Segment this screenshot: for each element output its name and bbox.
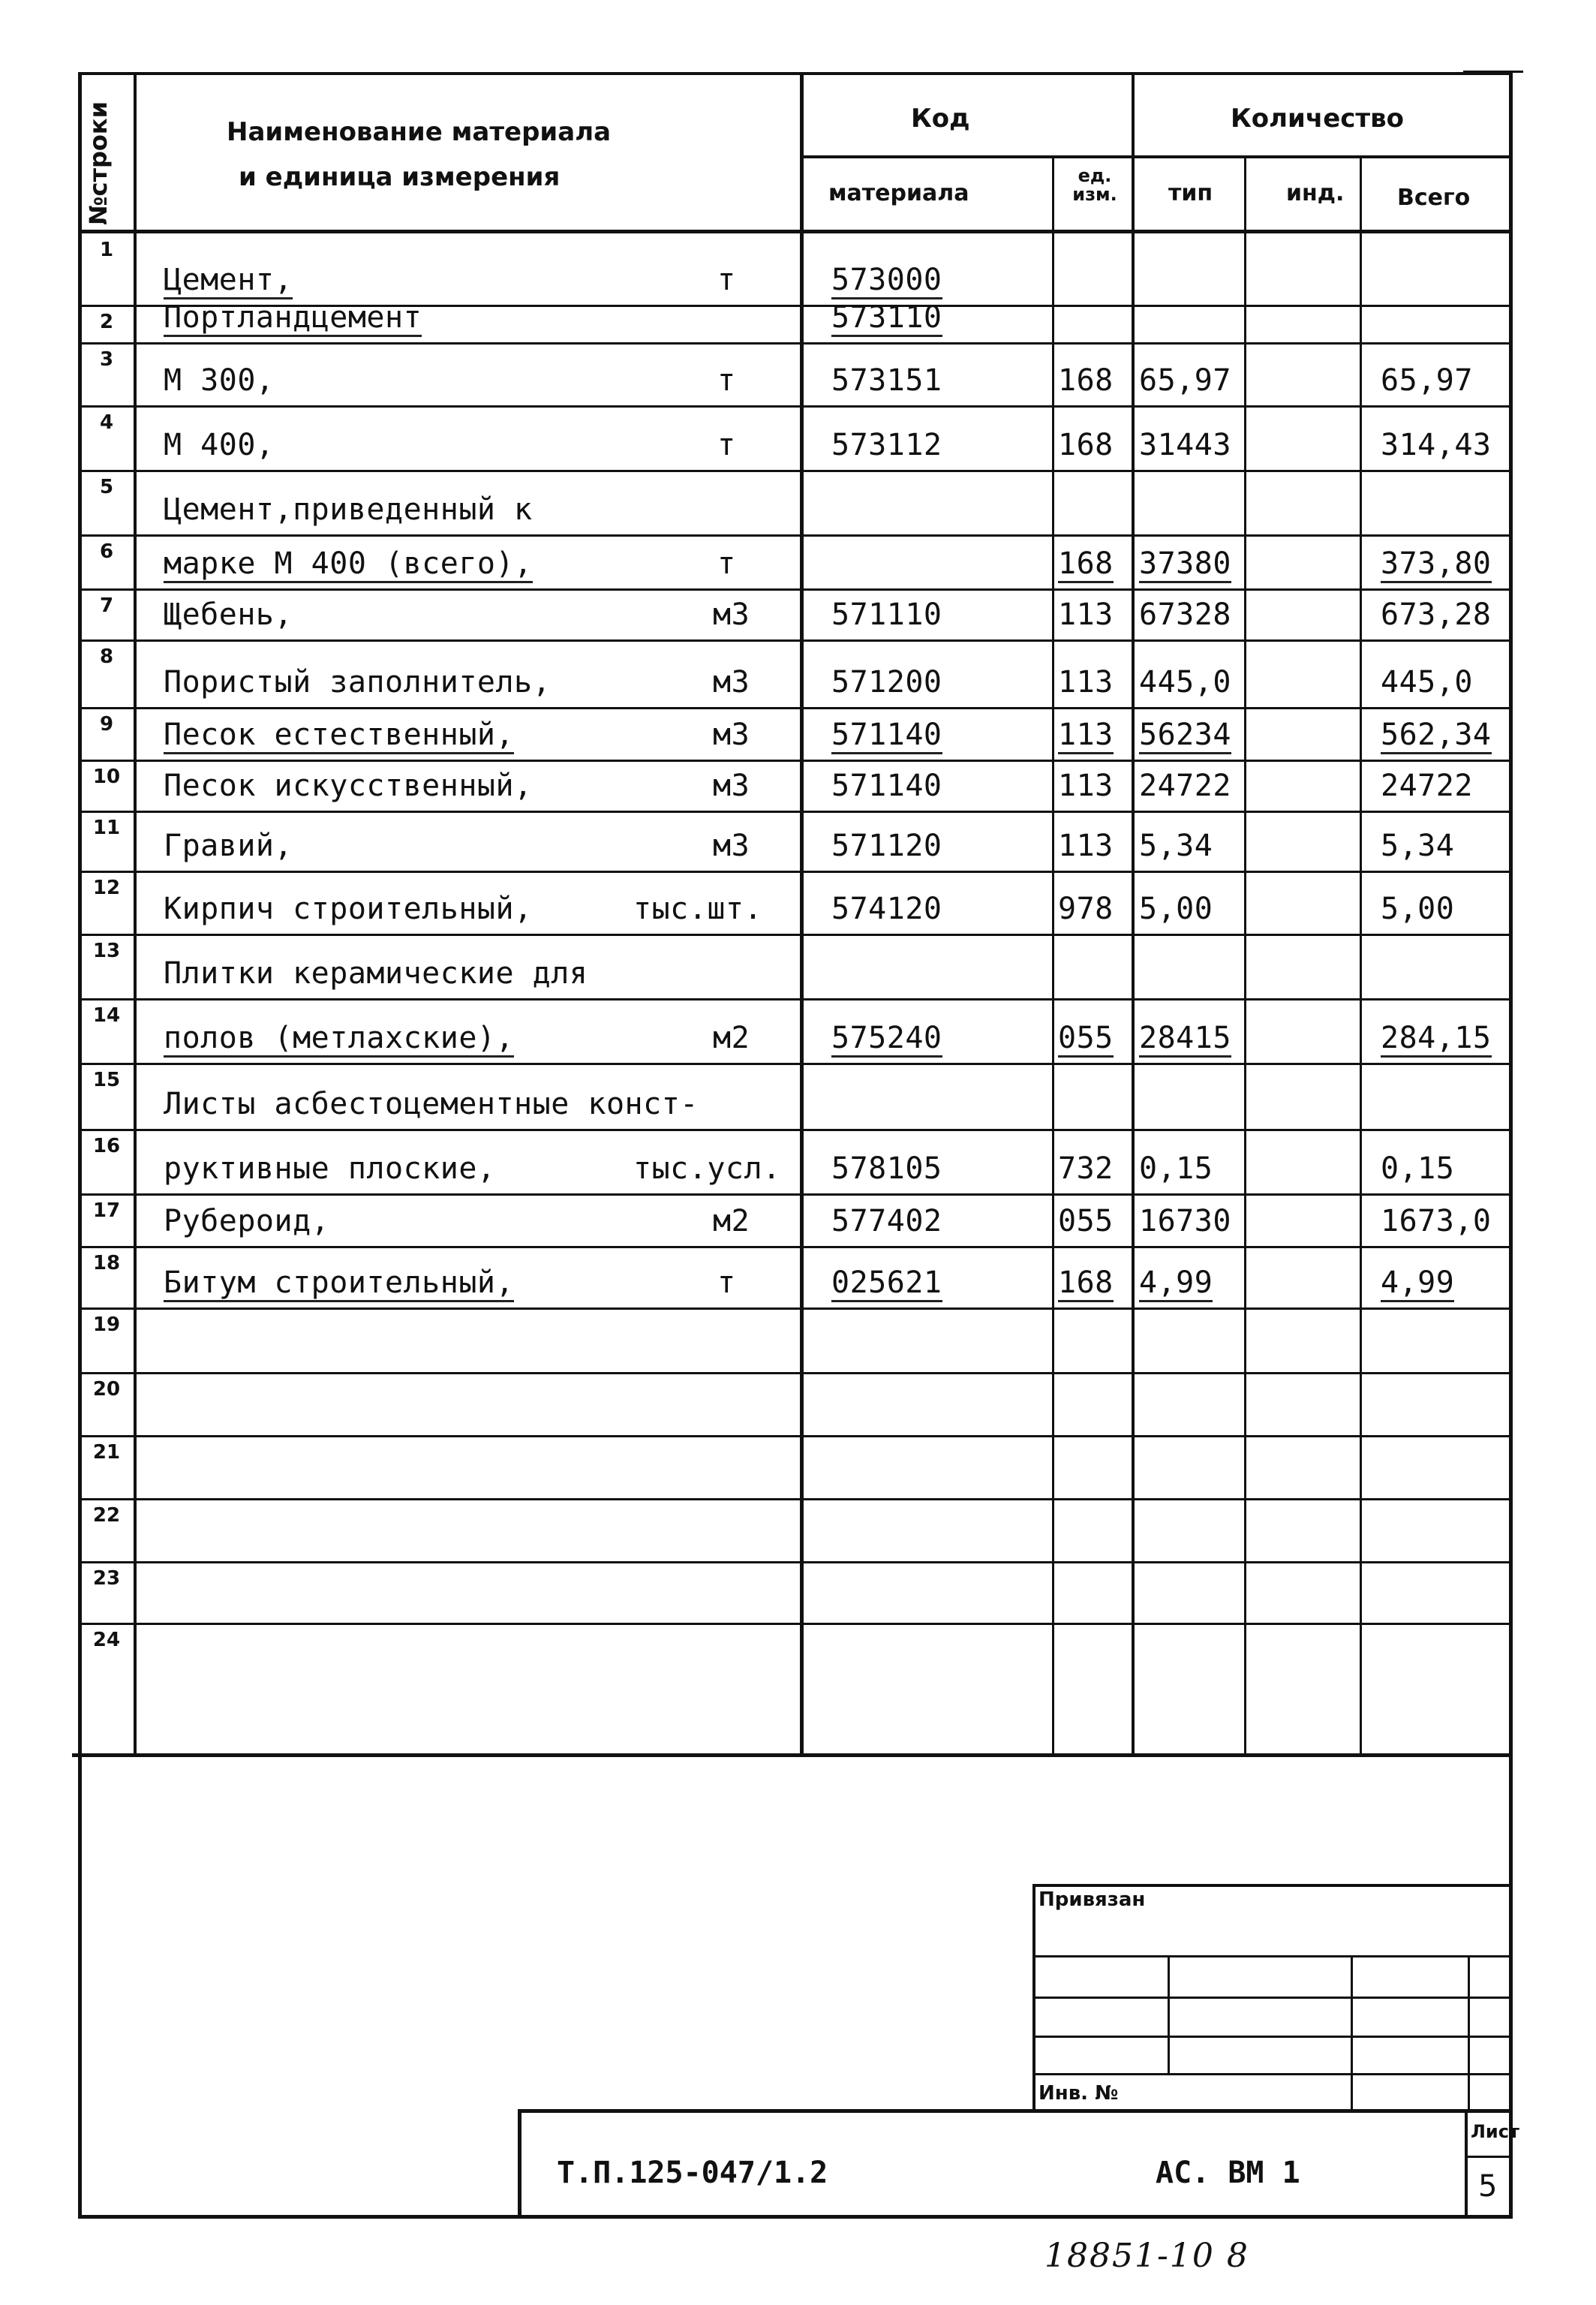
inventory-number-label: Инв. № — [1038, 2082, 1119, 2105]
row-rule — [78, 760, 1513, 762]
total-header: Всего — [1397, 185, 1471, 211]
row-rule — [78, 588, 1513, 591]
material-code: 573151 — [831, 363, 942, 398]
type-quantity: 445,0 — [1139, 665, 1231, 700]
row-number: 20 — [92, 1378, 121, 1401]
row-rule — [78, 811, 1513, 813]
total-quantity: 5,00 — [1381, 892, 1455, 926]
material-code: 571140 — [831, 769, 942, 803]
material-code: 577402 — [831, 1204, 942, 1238]
unit-code: 113 — [1058, 718, 1114, 754]
type-quantity: 56234 — [1139, 718, 1231, 754]
material-code: 574120 — [831, 892, 942, 926]
sheet-number: 5 — [1478, 2169, 1498, 2204]
row-number: 11 — [92, 817, 121, 839]
unit-code: 168 — [1058, 428, 1114, 462]
type-quantity: 37380 — [1139, 546, 1231, 583]
unit-code: 732 — [1058, 1151, 1114, 1186]
row-number: 9 — [99, 713, 114, 736]
material-name: марке М 400 (всего), — [164, 546, 533, 583]
row-rule — [78, 1193, 1513, 1196]
table-bottom-rule — [72, 1753, 1513, 1757]
row-number: 12 — [92, 877, 121, 899]
name-header-line1: Наименование материала — [227, 117, 612, 147]
type-header: тип — [1168, 180, 1213, 206]
row-number: 21 — [92, 1441, 121, 1464]
unit-of-measure: м3 — [713, 769, 750, 803]
material-code: 573000 — [831, 263, 942, 299]
type-quantity: 67328 — [1139, 597, 1231, 632]
name-header-line2: и единица измерения — [239, 162, 561, 192]
unit-code: 055 — [1058, 1204, 1114, 1238]
total-quantity: 65,97 — [1381, 363, 1473, 398]
document-frame — [78, 72, 1513, 2219]
column-rule — [1244, 155, 1246, 1756]
row-rule — [78, 1372, 1513, 1374]
attached-label: Привязан — [1038, 1888, 1146, 1911]
row-rule — [78, 1129, 1513, 1131]
column-rule — [1052, 155, 1054, 1756]
row-rule — [78, 1246, 1513, 1248]
row-number: 1 — [99, 239, 114, 261]
total-quantity: 1673,0 — [1381, 1204, 1492, 1238]
material-code: 575240 — [831, 1021, 942, 1058]
unit-of-measure: тыс.шт. — [633, 892, 763, 926]
row-number: 7 — [99, 594, 114, 617]
material-code: 573110 — [831, 300, 942, 337]
row-rule — [78, 1561, 1513, 1563]
unit-header — [1053, 167, 1136, 204]
material-code-header: материала — [828, 180, 969, 206]
material-name: М 400, — [164, 428, 275, 462]
row-number: 2 — [99, 311, 114, 333]
unit-of-measure: т — [717, 546, 736, 581]
row-number: 19 — [92, 1313, 121, 1336]
sheet-label: Лист — [1471, 2121, 1519, 2142]
row-rule — [78, 639, 1513, 642]
type-quantity: 5,00 — [1139, 892, 1213, 926]
row-number: 4 — [99, 411, 114, 434]
total-quantity: 284,15 — [1381, 1021, 1492, 1058]
row-number-header: №строки — [84, 101, 113, 225]
unit-code: 113 — [1058, 597, 1114, 632]
unit-code: 168 — [1058, 546, 1114, 583]
material-code: 571200 — [831, 665, 942, 700]
row-rule — [78, 934, 1513, 936]
row-number: 23 — [92, 1567, 121, 1590]
row-rule — [78, 1623, 1513, 1625]
material-name: Плитки керамические для — [164, 956, 588, 991]
document-code: Т.П.125-047/1.2 — [557, 2156, 828, 2190]
material-name: Гравий, — [164, 829, 293, 863]
total-quantity: 445,0 — [1381, 665, 1473, 700]
row-rule — [78, 1498, 1513, 1500]
total-quantity: 0,15 — [1381, 1151, 1455, 1186]
type-quantity: 16730 — [1139, 1204, 1231, 1238]
row-number: 24 — [92, 1629, 121, 1651]
type-quantity: 65,97 — [1139, 363, 1231, 398]
type-quantity: 4,99 — [1139, 1265, 1213, 1302]
row-rule — [78, 707, 1513, 709]
unit-code: 168 — [1058, 363, 1114, 398]
unit-of-measure: м2 — [713, 1204, 750, 1238]
material-name: Цемент, — [164, 263, 293, 299]
unit-of-measure: м3 — [713, 597, 750, 632]
row-rule — [78, 871, 1513, 873]
row-rule — [78, 405, 1513, 408]
material-name: Листы асбестоцементные конст- — [164, 1087, 699, 1121]
unit-of-measure: т — [717, 363, 736, 398]
row-number: 10 — [92, 766, 121, 788]
column-rule — [800, 72, 804, 1756]
unit-of-measure: м2 — [713, 1021, 750, 1055]
row-number: 17 — [92, 1199, 121, 1222]
document-mark: АС. ВМ 1 — [1156, 2156, 1300, 2190]
code-header: Код — [911, 104, 970, 134]
column-rule — [1132, 72, 1135, 1756]
unit-of-measure: м3 — [713, 718, 750, 752]
material-code: 571110 — [831, 597, 942, 632]
material-name: Рубероид, — [164, 1204, 330, 1238]
material-name: полов (метлахские), — [164, 1021, 514, 1058]
unit-header-line1: ед. — [1078, 165, 1112, 186]
row-number: 18 — [92, 1252, 121, 1274]
unit-code: 113 — [1058, 665, 1114, 700]
unit-of-measure: т — [717, 428, 736, 462]
quantity-header: Количество — [1231, 104, 1405, 134]
material-name: Песок естественный, — [164, 718, 514, 754]
total-quantity: 24722 — [1381, 769, 1473, 803]
header-bottom-rule — [78, 230, 1513, 233]
type-quantity: 24722 — [1139, 769, 1231, 803]
type-quantity: 5,34 — [1139, 829, 1213, 863]
material-code: 573112 — [831, 428, 942, 462]
material-name: Битум строительный, — [164, 1265, 514, 1302]
total-quantity: 373,80 — [1381, 546, 1492, 583]
material-name: М 300, — [164, 363, 275, 398]
total-quantity: 562,34 — [1381, 718, 1492, 754]
total-quantity: 673,28 — [1381, 597, 1492, 632]
material-code: 025621 — [831, 1265, 942, 1302]
type-quantity: 0,15 — [1139, 1151, 1213, 1186]
row-number: 5 — [99, 476, 114, 498]
row-rule — [78, 534, 1513, 537]
material-name: Пористый заполнитель, — [164, 665, 552, 700]
unit-code: 168 — [1058, 1265, 1114, 1302]
unit-of-measure: м3 — [713, 665, 750, 700]
row-number: 8 — [99, 645, 114, 668]
unit-of-measure: м3 — [713, 829, 750, 863]
row-rule — [78, 1063, 1513, 1065]
type-quantity: 31443 — [1139, 428, 1231, 462]
row-number: 13 — [92, 940, 121, 962]
row-rule — [78, 470, 1513, 472]
corner-mark — [1463, 71, 1523, 73]
material-name: Портландцемент — [164, 300, 422, 337]
row-rule — [78, 1435, 1513, 1437]
material-code: 578105 — [831, 1151, 942, 1186]
unit-of-measure: т — [717, 1265, 736, 1300]
unit-code: 113 — [1058, 829, 1114, 863]
row-rule — [78, 342, 1513, 345]
row-number: 6 — [99, 540, 114, 563]
row-number: 22 — [92, 1504, 121, 1527]
total-quantity: 314,43 — [1381, 428, 1492, 462]
material-code: 571120 — [831, 829, 942, 863]
handwritten-number: 18851-10 8 — [1044, 2237, 1249, 2275]
row-number: 15 — [92, 1069, 121, 1091]
row-rule — [78, 1307, 1513, 1310]
unit-of-measure: тыс.усл. — [633, 1151, 781, 1186]
row-number: 14 — [92, 1004, 121, 1027]
ind-header: инд. — [1286, 180, 1345, 206]
row-rule — [78, 998, 1513, 1001]
unit-of-measure: т — [717, 263, 736, 297]
material-name: Щебень, — [164, 597, 293, 632]
type-quantity: 28415 — [1139, 1021, 1231, 1058]
total-quantity: 4,99 — [1381, 1265, 1454, 1302]
row-number: 16 — [92, 1135, 121, 1157]
unit-header-line2: изм. — [1072, 184, 1117, 205]
unit-code: 113 — [1058, 769, 1114, 803]
column-rule — [1360, 155, 1362, 1756]
row-number: 3 — [99, 348, 114, 371]
material-name: Цемент,приведенный к — [164, 492, 533, 527]
header-divider — [800, 155, 1510, 158]
material-name: руктивные плоские, — [164, 1151, 496, 1186]
material-code: 571140 — [831, 718, 942, 754]
material-name: Кирпич строительный, — [164, 892, 533, 926]
unit-code: 055 — [1058, 1021, 1114, 1058]
unit-code: 978 — [1058, 892, 1114, 926]
material-name: Песок искусственный, — [164, 769, 533, 803]
total-quantity: 5,34 — [1381, 829, 1455, 863]
